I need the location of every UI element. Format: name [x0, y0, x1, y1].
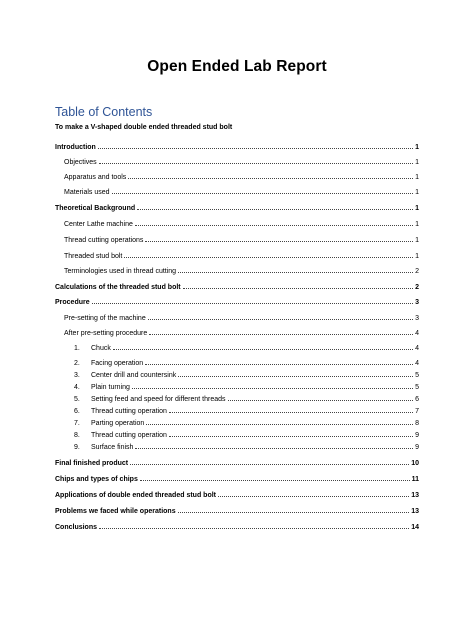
toc-entry-page: 1	[415, 189, 419, 196]
dot-leader	[228, 394, 414, 401]
toc-entry[interactable]	[64, 187, 419, 197]
toc-entry-page: 1	[415, 144, 419, 151]
dot-leader	[135, 219, 413, 226]
dot-leader	[132, 382, 413, 389]
toc-entry-number: 5.	[74, 396, 80, 403]
toc-entry-label: Objectives	[64, 159, 97, 166]
toc-entry-page: 9	[415, 432, 419, 439]
toc-entry-label: Conclusions	[55, 524, 98, 531]
toc-entry-label: Chuck	[91, 345, 111, 352]
dot-leader	[140, 474, 410, 481]
toc-entry-page: 7	[415, 408, 419, 415]
toc-entry[interactable]	[64, 172, 419, 182]
toc-entry-page: 11	[411, 476, 419, 483]
toc-entry-label: Materials used	[64, 189, 110, 196]
dot-leader	[146, 418, 413, 425]
toc-entry-label: Introduction	[55, 144, 96, 151]
toc-entry[interactable]	[64, 157, 419, 167]
dot-leader	[169, 430, 413, 437]
document-title: Open Ended Lab Report	[147, 58, 327, 75]
dot-leader	[169, 406, 413, 413]
toc-entry[interactable]	[64, 219, 419, 229]
toc-entry[interactable]	[55, 506, 419, 516]
toc-entry-page: 13	[411, 492, 419, 499]
dot-leader	[99, 157, 413, 164]
toc-entry-page: 5	[415, 372, 419, 379]
toc-entry-page: 3	[415, 299, 419, 306]
toc-entry[interactable]	[64, 328, 419, 338]
toc-entry-page: 1	[415, 174, 419, 181]
toc-entry-page: 2	[415, 284, 419, 291]
toc-entry-page: 4	[415, 345, 419, 352]
dot-leader	[178, 266, 413, 273]
toc-entry-page: 5	[415, 384, 419, 391]
toc-entry-number: 6.	[74, 408, 80, 415]
toc-entry-page: 10	[411, 460, 419, 467]
toc-entry-page: 4	[415, 330, 419, 337]
toc-entry-label: Surface finish	[91, 444, 134, 451]
toc-entry-label: Setting feed and speed for different threads	[91, 396, 226, 403]
toc-entry-label: Center Lathe machine	[64, 221, 133, 228]
toc-entry-label: Thread cutting operation	[91, 408, 167, 415]
toc-entry-label: Parting operation	[91, 420, 145, 427]
toc-entry-number: 1.	[74, 345, 80, 352]
toc-entry-label: Calculations of the threaded stud bolt	[55, 284, 181, 291]
toc-entry-page: 6	[415, 396, 419, 403]
toc-entry[interactable]	[64, 266, 419, 276]
toc-entry-number: 8.	[74, 432, 80, 439]
dot-leader	[130, 458, 409, 465]
dot-leader	[99, 522, 409, 529]
toc-entry-label: Chips and types of chips	[55, 476, 138, 483]
toc-entry[interactable]	[74, 394, 419, 404]
toc-entry[interactable]	[74, 343, 419, 353]
dot-leader	[124, 251, 413, 258]
toc-entry[interactable]	[64, 235, 419, 245]
dot-leader	[149, 328, 413, 335]
dot-leader	[145, 358, 413, 365]
toc-entry-label: Facing operation	[91, 360, 144, 367]
toc-entry-page: 8	[415, 420, 419, 427]
toc-entry[interactable]	[74, 418, 419, 428]
toc-entry-page: 3	[415, 315, 419, 322]
toc-entry[interactable]	[74, 442, 419, 452]
toc-entry[interactable]	[55, 474, 419, 484]
toc-entry-page: 2	[415, 268, 419, 275]
dot-leader	[113, 343, 413, 350]
toc-entry[interactable]	[64, 251, 419, 261]
toc-entry-label: Theoretical Background	[55, 205, 136, 212]
dot-leader	[218, 490, 409, 497]
toc-entry[interactable]	[55, 522, 419, 532]
toc-entry-page: 1	[415, 205, 419, 212]
toc-entry-label: Procedure	[55, 299, 90, 306]
toc-entry[interactable]	[55, 490, 419, 500]
toc-entry[interactable]	[64, 313, 419, 323]
toc-entry-page: 13	[411, 508, 419, 515]
report-subtitle: To make a V-shaped double ended threaded stud bolt	[55, 124, 233, 131]
toc-entry-label: Thread cutting operation	[91, 432, 167, 439]
toc-entry[interactable]	[55, 142, 419, 152]
toc-entry-label: Pre-setting of the machine	[64, 315, 146, 322]
dot-leader	[178, 506, 410, 513]
dot-leader	[92, 297, 413, 304]
toc-entry-page: 1	[415, 159, 419, 166]
toc-entry-label: Final finished product	[55, 460, 129, 467]
toc-entry-label: Terminologies used in thread cutting	[64, 268, 177, 275]
dot-leader	[183, 282, 413, 289]
toc-entry-page: 1	[415, 237, 419, 244]
toc-entry-label: After pre-setting procedure	[64, 330, 148, 337]
toc-entry[interactable]	[74, 358, 419, 368]
dot-leader	[128, 172, 413, 179]
toc-entry[interactable]	[74, 370, 419, 380]
dot-leader	[135, 442, 413, 449]
toc-entry[interactable]	[74, 406, 419, 416]
toc-entry-label: Plain turning	[91, 384, 130, 391]
toc-entry[interactable]	[55, 282, 419, 292]
toc-entry-label: Thread cutting operations	[64, 237, 144, 244]
toc-entry-label: Apparatus and tools	[64, 174, 127, 181]
dot-leader	[137, 203, 413, 210]
dot-leader	[148, 313, 413, 320]
toc-entry-label: Center drill and countersink	[91, 372, 177, 379]
toc-entry[interactable]	[55, 458, 419, 468]
toc-heading: Table of Contents	[55, 105, 153, 119]
toc-entry-label: Applications of double ended threaded stud bolt	[55, 492, 216, 499]
toc-entry[interactable]	[55, 297, 419, 307]
dot-leader	[178, 370, 413, 377]
dot-leader	[112, 187, 414, 194]
toc-entry-number: 9.	[74, 444, 80, 451]
toc-entry-label: Threaded stud bolt	[64, 253, 123, 260]
toc-entry-page: 1	[415, 253, 419, 260]
toc-entry-label: Problems we faced while operations	[55, 508, 176, 515]
toc-entry-number: 7.	[74, 420, 80, 427]
dot-leader	[98, 142, 413, 149]
toc-entry-number: 4.	[74, 384, 80, 391]
toc-entry-page: 14	[411, 524, 419, 531]
toc-entry-number: 2.	[74, 360, 80, 367]
toc-entry[interactable]	[74, 430, 419, 440]
toc-entry[interactable]	[55, 203, 419, 213]
toc-entry[interactable]	[74, 382, 419, 392]
toc-entry-page: 9	[415, 444, 419, 451]
toc-entry-number: 3.	[74, 372, 80, 379]
toc-entry-page: 1	[415, 221, 419, 228]
toc-entry-page: 4	[415, 360, 419, 367]
dot-leader	[145, 235, 413, 242]
